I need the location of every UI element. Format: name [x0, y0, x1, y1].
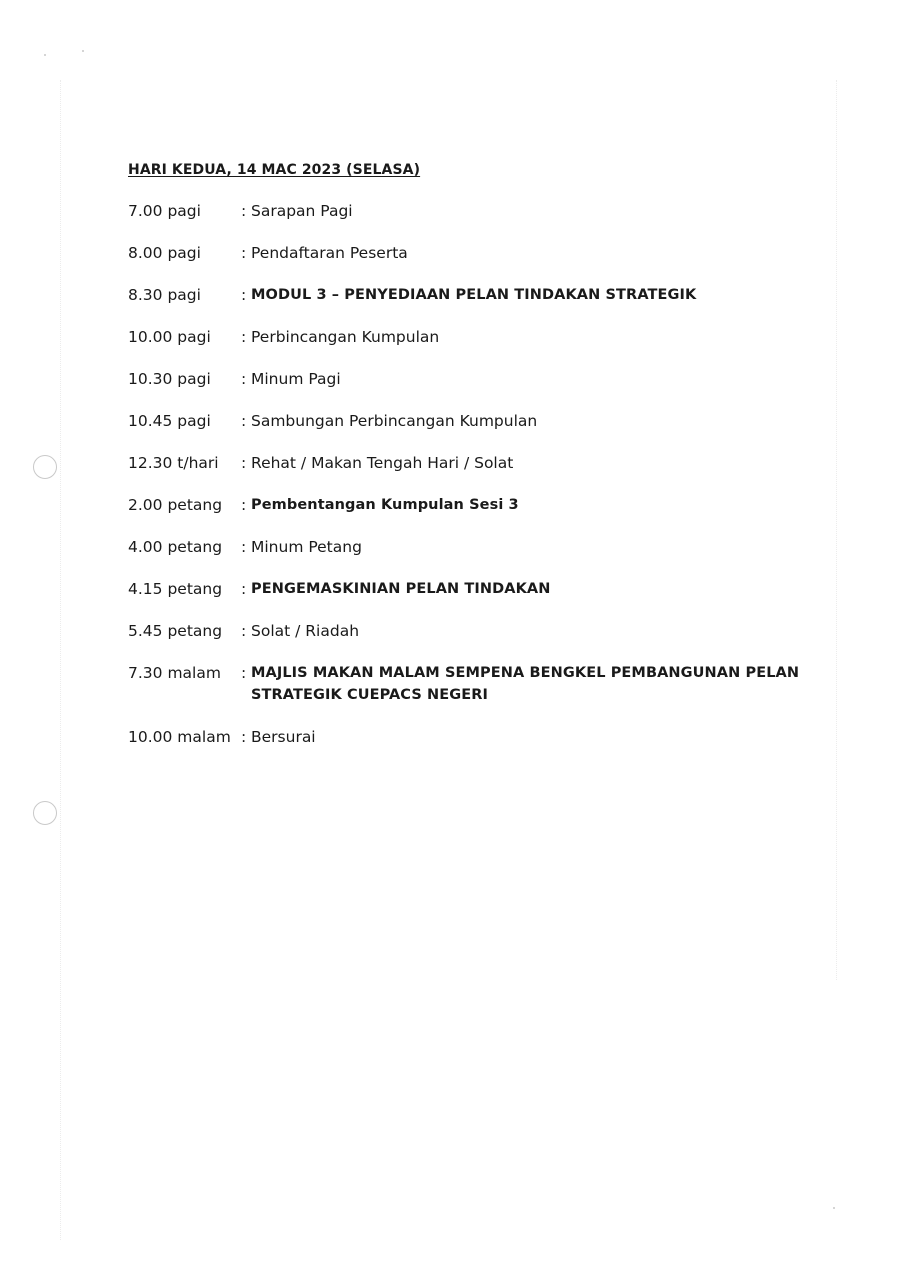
- schedule-time: 7.00 pagi: [128, 202, 201, 220]
- schedule-time: 7.30 malam: [128, 664, 221, 682]
- schedule-row: [128, 662, 808, 706]
- schedule-activity: Perbincangan Kumpulan: [251, 328, 440, 346]
- schedule-activity: Solat / Riadah: [251, 622, 360, 640]
- separator: :: [241, 244, 247, 262]
- schedule-time: 8.30 pagi: [128, 286, 201, 304]
- schedule-time: 5.45 petang: [128, 622, 223, 640]
- punch-hole-icon: [33, 455, 57, 479]
- schedule-time: 10.30 pagi: [128, 370, 211, 388]
- separator: :: [241, 370, 247, 388]
- schedule-row: [128, 200, 808, 222]
- schedule-row: [128, 452, 808, 474]
- schedule-time: 10.00 pagi: [128, 328, 211, 346]
- schedule-row: [128, 326, 808, 348]
- schedule-row: [128, 536, 808, 558]
- schedule-row: [128, 242, 808, 264]
- punch-hole-icon: [33, 801, 57, 825]
- scan-edge-left: [60, 80, 61, 1240]
- separator: :: [241, 454, 247, 472]
- scan-speck: [833, 1207, 835, 1209]
- schedule-activity: Pendaftaran Peserta: [251, 244, 408, 262]
- schedule-row: [128, 726, 808, 748]
- schedule-time: 4.15 petang: [128, 580, 223, 598]
- schedule-row: [128, 494, 808, 516]
- separator: :: [241, 328, 247, 346]
- separator: :: [241, 664, 247, 682]
- separator: :: [241, 286, 247, 304]
- separator: :: [241, 496, 247, 514]
- schedule-activity: MODUL 3 – PENYEDIAAN PELAN TINDAKAN STRATEGIK: [251, 287, 697, 303]
- schedule-row: [128, 368, 808, 390]
- schedule-activity: Bersurai: [251, 728, 316, 746]
- schedule-activity: Minum Pagi: [251, 370, 341, 388]
- separator: :: [241, 580, 247, 598]
- schedule-time: 10.45 pagi: [128, 412, 211, 430]
- separator: :: [241, 622, 247, 640]
- schedule-time: 4.00 petang: [128, 538, 223, 556]
- separator: :: [241, 538, 247, 556]
- schedule-row: [128, 578, 808, 600]
- separator: :: [241, 728, 247, 746]
- scan-speck: [44, 54, 46, 56]
- scan-speck: [82, 50, 84, 52]
- schedule-activity: PENGEMASKINIAN PELAN TINDAKAN: [251, 581, 551, 597]
- schedule-activity: Sambungan Perbincangan Kumpulan: [251, 412, 538, 430]
- separator: :: [241, 202, 247, 220]
- schedule-activity: Sarapan Pagi: [251, 202, 353, 220]
- schedule-activity: Rehat / Makan Tengah Hari / Solat: [251, 454, 514, 472]
- schedule-activity: Pembentangan Kumpulan Sesi 3: [251, 497, 519, 513]
- schedule-time: 2.00 petang: [128, 496, 223, 514]
- schedule-row: [128, 620, 808, 642]
- scan-edge-right: [836, 80, 837, 980]
- schedule-time: 8.00 pagi: [128, 244, 201, 262]
- schedule-list: [128, 200, 808, 768]
- separator: :: [241, 412, 247, 430]
- schedule-row: [128, 284, 808, 306]
- schedule-time: 12.30 t/hari: [128, 454, 219, 472]
- schedule-activity: Minum Petang: [251, 538, 362, 556]
- schedule-time: 10.00 malam: [128, 728, 231, 746]
- day-heading: HARI KEDUA, 14 MAC 2023 (SELASA): [128, 162, 421, 178]
- schedule-activity: MAJLIS MAKAN MALAM SEMPENA BENGKEL PEMBANGUNAN PELAN STRATEGIK CUEPACS NEGERI: [251, 665, 800, 703]
- schedule-row: [128, 410, 808, 432]
